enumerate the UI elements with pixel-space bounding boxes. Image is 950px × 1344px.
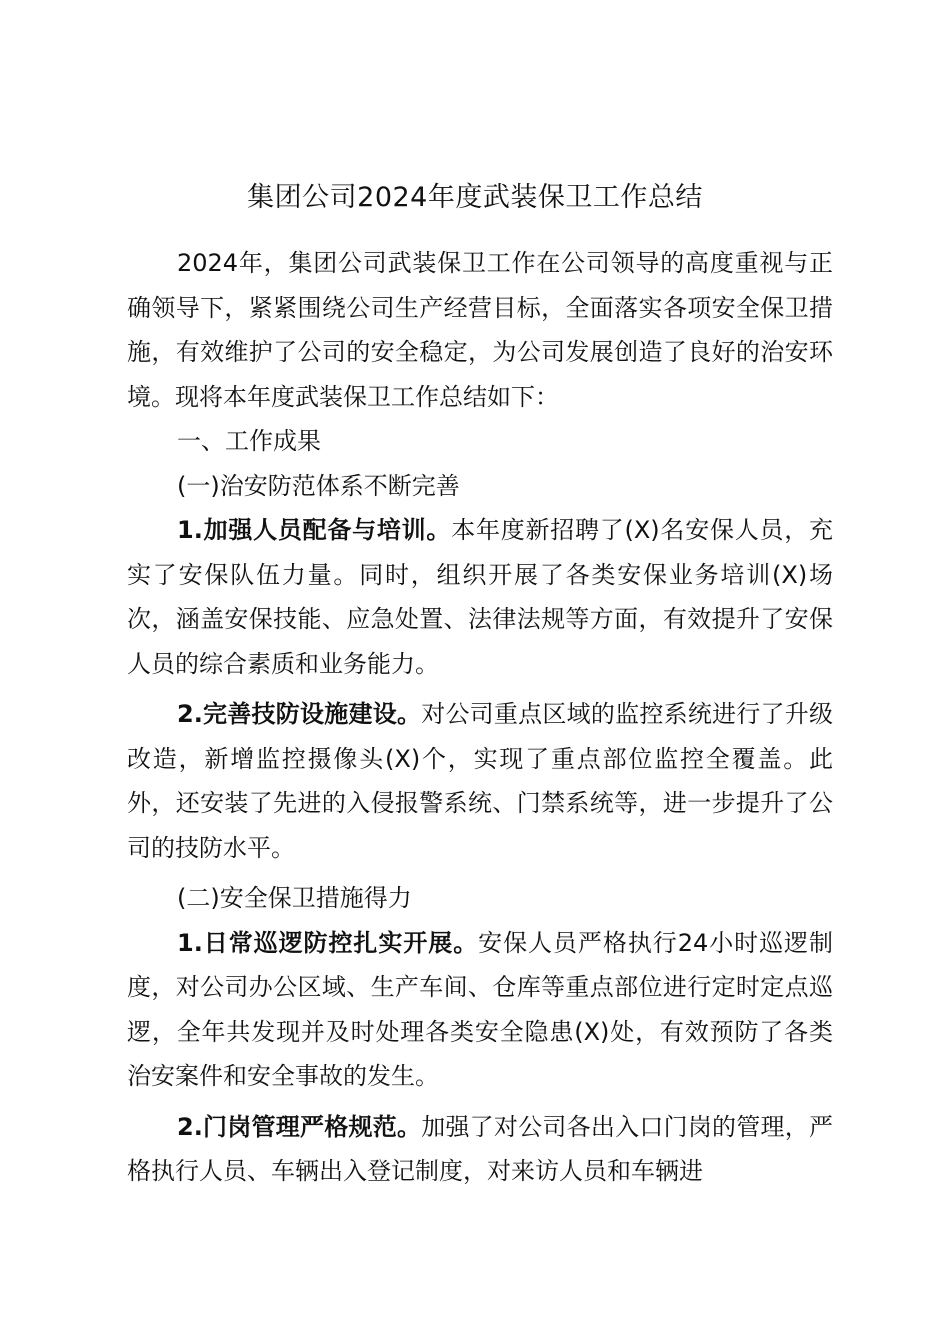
intro-paragraph: 2024年，集团公司武装保卫工作在公司领导的高度重视与正确领导下，紧紧围绕公司生产经营目标，全面落实各项安全保卫措施，有效维护了公司的安全稳定，为公司发展创造了良好的治安环境。现将本年度武装保卫工作总结如下： <box>127 249 833 411</box>
lead-gate-management: 2.门岗管理严格规范。 <box>177 1112 422 1141</box>
lead-tech-facilities: 2.完善技防设施建设。 <box>177 700 422 728</box>
paragraph-gate-management <box>127 1105 833 1194</box>
paragraph-staff-training <box>127 508 833 686</box>
body-patrol: 安保人员严格执行24小时巡逻制度，对公司办公区域、生产车间、仓库等重点部位进行定时定点巡逻，全年共发现并及时处理各类安全隐患(X)处，有效预防了各类治安案件和安全事故的发生。 <box>127 928 833 1090</box>
subsection-heading-security-system: (一)治安防范体系不断完善 <box>177 471 460 500</box>
lead-staff-training: 1.加强人员配备与培训。 <box>177 516 452 544</box>
document-title: 集团公司2024年度武装保卫工作总结 <box>247 182 703 213</box>
document-body <box>127 241 833 1194</box>
lead-patrol: 1.日常巡逻防控扎实开展。 <box>177 928 479 957</box>
body-gate-management: 加强了对公司各出入口门岗的管理，严格执行人员、车辆出入登记制度，对来访人员和车辆进 <box>127 1112 834 1185</box>
paragraph-patrol <box>127 921 833 1099</box>
body-staff-training: 本年度新招聘了(X)名安保人员，充实了安保队伍力量。同时，组织开展了各类安保业务培训(X)场次，涵盖安保技能、应急处置、法律法规等方面，有效提升了安保人员的综合素质和业务能力。 <box>127 516 833 678</box>
body-tech-facilities: 对公司重点区域的监控系统进行了升级改造，新增监控摄像头(X)个，实现了重点部位监控全覆盖。此外，还安装了先进的入侵报警系统、门禁系统等，进一步提升了公司的技防水平。 <box>127 700 834 862</box>
paragraph-tech-facilities <box>127 692 833 870</box>
section-heading-work-results: 一、工作成果 <box>177 427 321 455</box>
subsection-heading-security-measures: (二)安全保卫措施得力 <box>177 884 412 912</box>
